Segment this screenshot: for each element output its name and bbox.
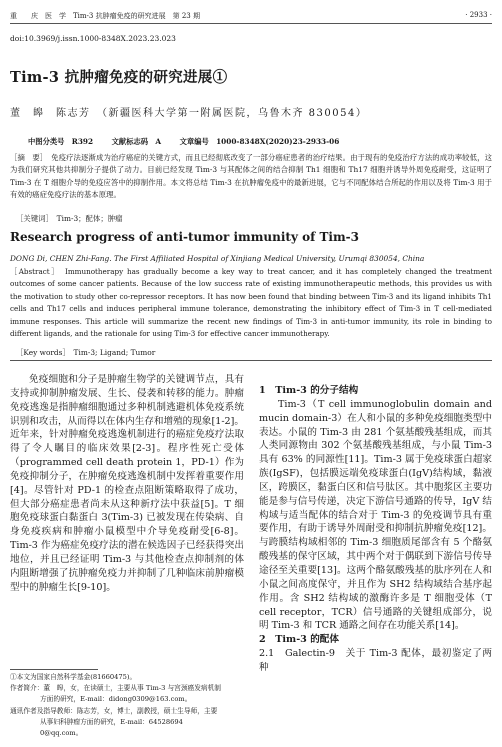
footnote-corresponding-cont: 从事妇科肿瘤方面的研究，E-mail：64528694 [40,717,183,726]
footnote-corresponding-email: 0@qq.com。 [40,729,83,738]
article-title-cn: Tim-3 抗肿瘤免疫的研究进展① [10,69,228,86]
footnote-rule [10,669,98,670]
section-divider [10,360,492,361]
section-heading-1: 1 Tim-3 的分子结构 [259,385,359,396]
body-intro-paragraph: 免疫细胞和分子是肿瘤生物学的关键调节点，具有支持或抑制肿瘤发展、生长、侵袭和转移的能力。肿瘤免疫逃逸是指肿瘤细胞通过多种机制逃避机体免疫系统识别和攻击，从而得以在体内生存和增殖的现象[1-2]。近年来，针对肿瘤免疫逃逸机制进行的癌症免疫疗法取得了令人瞩目的临床效果[2-3]。程序性死亡受体（programmed cell death protein 1，PD-1）作为免疫抑制分子，在肿瘤免疫逃逸机制中发挥着重要作用[4]。尽管针对 PD-1 的检查点阻断策略取得了成功，但大部分癌症患者尚未从这种新疗法中获益[5]。T 细胞免疫球蛋白黏蛋白 3(Tim-3) 已被发现在传染病、自身免疫疾病和肿瘤小鼠模型中介导免疫耐受[6-8]。Tim-3 作为癌症免疫疗法的潜在候选因子已经获得突出地位，并且已经证明 Tim-3 与其他检查点抑制剂的体内阻断增强了抗肿瘤免疫力并抑制了几种临床前肿瘤模型中的肿瘤生长[9-10]。 [10,374,244,593]
keywords-en: ［Key words］ Tim-3; Ligand; Tumor [16,348,156,357]
authors-en: DONG Di, CHEN Zhi-Fang. The First Affiliated Hospital of Xinjiang Medical University, Urumqi 830054, China [10,254,425,263]
abstract-cn: ［摘 要］ 免疫疗法逐渐成为治疗癌症的关键方式，而且已经彻底改变了一部分癌症患者的治疗结果。由于现有的免疫治疗方法的成功率较低，这为我们研究其他共抑制分子提供了动力。目前已经发现 Tim-3 与其配体之间的结合抑制 Th1 细胞和 Th17 细胞并诱导外周免疫耐受，这证明了 Tim-3 在 T 细胞介导的免疫应答中的抑制作用。本文将总结 Tim-3 在抗肿瘤免疫中的最新进展，它与不同配体结合所起的作用以及将 Tim-3 用于有效的癌症免疫疗法的基本原理。 [10,153,492,200]
body-right-column [259,384,492,675]
article-title-en: Research progress of anti-tumor immunity of Tim-3 [10,230,359,244]
footnote-corresponding: 通讯作者及指导教师：陈志芳，女，博士，副教授，硕士生导师，主要 [10,706,218,715]
authors-cn: 董 皞 陈志芳 （新疆医科大学第一附属医院，乌鲁木齐 830054） [10,108,368,119]
subsection-2-1: 2.1 Galectin-9 关于 Tim-3 配体，最初鉴定了两种 [259,648,492,673]
page-number: · 2933 · [465,11,492,19]
journal-header: 重 庆 医 学 Tim-3 抗肿瘤免疫的研究进展 第 23 期 [10,12,200,20]
footnote-author: 作者简介：董 皞，女，在读硕士，主要从事 Tim-3 与宫颈癌发病机制 [10,684,221,693]
article-number: 文章编号 1000-8348X(2020)23-2933-06 [179,137,340,146]
clc-number: 中图分类号 R392 [28,137,94,146]
doi: doi:10.3969/j.issn.1000-8348X.2023.23.023 [10,34,176,43]
section-1-body: Tim-3（T cell immunoglobulin domain and mucin domain-3）在人和小鼠的多种免疫细胞类型中表达。小鼠的 Tim-3 由 281 个氨基酸残基组成，而其人类同源物由 302 个氨基酸残基组成，与小鼠 Tim-3 具有 63% 的同源性[11]。Tim-3 属于免疫球蛋白超家族(IgSF)，包括膜远端免疫球蛋白(IgV)结构域，黏液区，跨膜区，黏蛋白区和信号肽区。其中胞浆区主要功能是参与信号传递，决定下游信号通路的传导，IgV 结构域与适当配体的结合对于 Tim-3 的免疫调节具有重要作用，有助于诱导外周耐受和抑制抗肿瘤免疫[12]。与跨膜结构域相邻的 Tim-3 细胞质尾部含有 5 个酪氨酸残基的保守区域，其中两个对于偶联到下游信号传导途径至关重要[13]。这两个酪氨酸残基的肽序列在人和小鼠之间高度保守，并且作为 SH2 结构域结合基序起作用。含 SH2 结构域的激酶许多是 T 细胞受体（T cell receptor，TCR）信号通路的关键组成部分，说明 Tim-3 和 TCR 通路之间存在功能关系[14]。 [259,398,492,632]
article-meta-cn [28,137,355,147]
keywords-cn: ［关键词］ Tim-3；配体；肿瘤 [16,214,123,223]
footnotes [10,672,246,739]
footnote-author-cont: 方面的研究，E-mail：didong0309@163.com。 [40,695,192,704]
abstract-en: ［Abstract］ Immunotherapy has gradually become a key way to treat cancer, and it has completely changed the treatment outcomes of some cancer patients. Because of the low success rate of existing immunotherapeutic methods, this provides us with the motivation to study other co-repressor receptors. It has now been found that binding between Tim-3 and its ligand inhibits Th1 cells and Th17 cells and induces peripheral immune tolerance, demonstrating the inhibitory effect of Tim-3 in T cell-mediated immune responses. This article will summarize the recent new findings of Tim-3 in anti-tumor immunity, its role in binding to different ligands, and the rationale for using Tim-3 for effective cancer immunotherapy. [10,267,492,339]
footnote-funding: ①本文为国家自然科学基金(81660475)。 [10,673,137,681]
section-heading-2: 2 Tim-3 的配体 [259,634,339,646]
document-code: 文献标志码 A [111,137,162,146]
running-header [10,9,492,24]
